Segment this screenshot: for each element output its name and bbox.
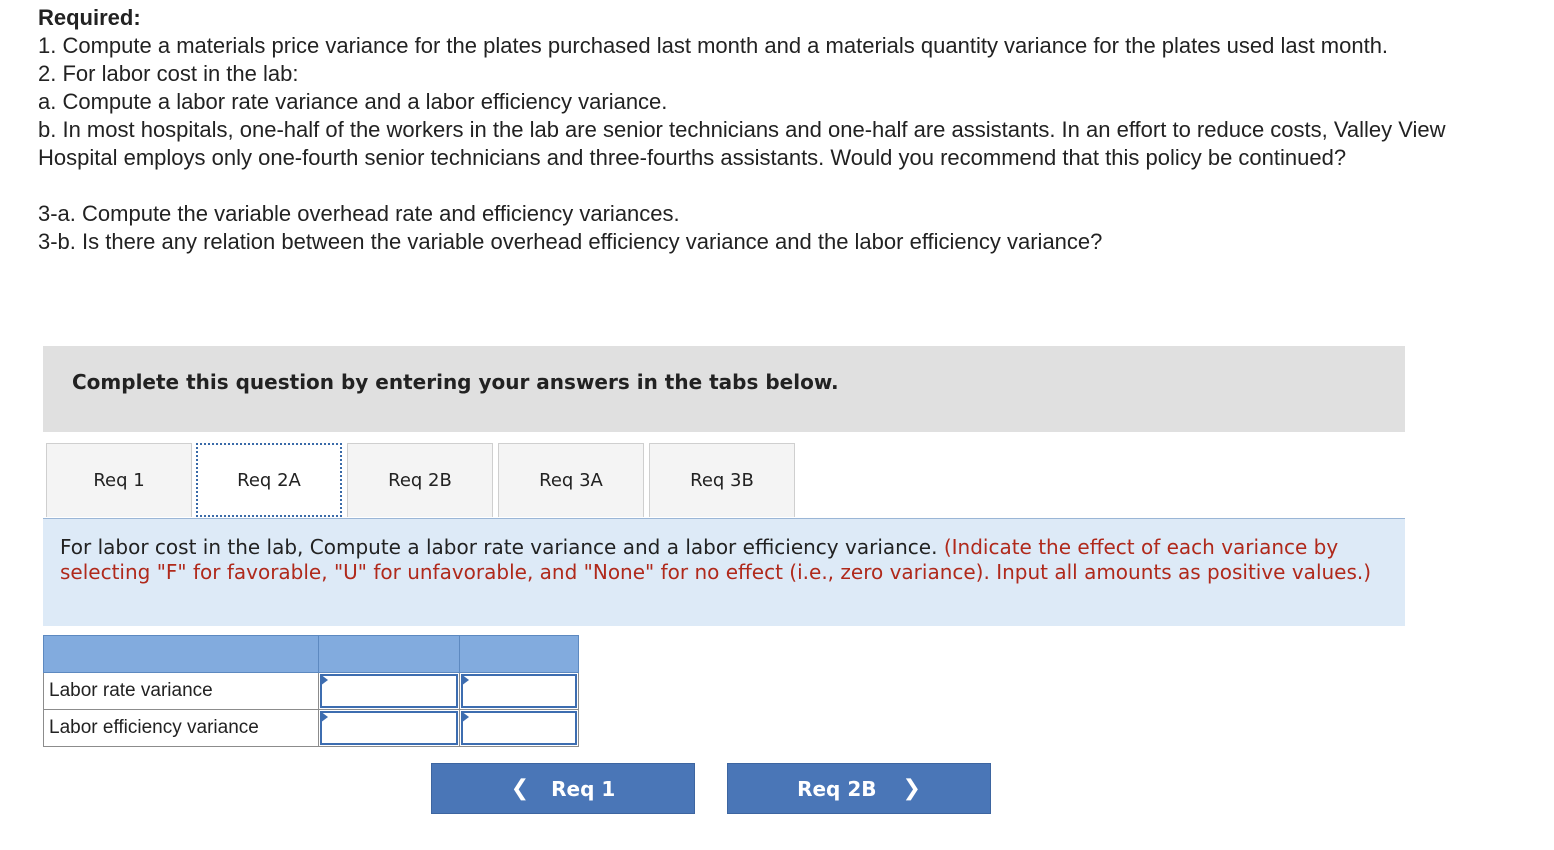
table-row	[44, 673, 579, 710]
tab-req-3a[interactable]: Req 3A	[498, 443, 644, 517]
tab-req-2a[interactable]: Req 2A	[196, 443, 342, 517]
input-marker-icon	[320, 711, 328, 723]
required-item-2a: a. Compute a labor rate variance and a labor efficiency variance.	[38, 89, 668, 114]
required-heading: Required:	[38, 5, 141, 30]
required-section	[38, 4, 1528, 256]
prev-req-1-button[interactable]	[431, 763, 695, 814]
row-label-labor-rate: Labor rate variance	[44, 673, 319, 710]
tab-req-1[interactable]: Req 1	[46, 443, 192, 517]
table-header-row	[44, 636, 579, 673]
row-label-labor-efficiency: Labor efficiency variance	[44, 710, 319, 747]
table-row	[44, 710, 579, 747]
spacer	[38, 172, 1528, 200]
chevron-right-icon: ❯	[902, 776, 921, 801]
table-header-label	[44, 636, 319, 673]
table-header-effect	[460, 636, 579, 673]
required-item-3b: 3-b. Is there any relation between the variable overhead efficiency variance and the labor efficiency variance?	[38, 229, 1103, 254]
tab-bar	[46, 443, 1405, 519]
next-button-label: Req 2B	[797, 776, 877, 801]
answer-table	[43, 635, 579, 747]
cell-labor-rate-effect	[460, 673, 579, 710]
input-marker-icon	[461, 711, 469, 723]
next-req-2b-button[interactable]	[727, 763, 991, 814]
tab-req-2b[interactable]: Req 2B	[347, 443, 493, 517]
cell-labor-efficiency-amount	[319, 710, 460, 747]
chevron-left-icon: ❮	[510, 776, 530, 801]
labor-efficiency-effect-select[interactable]	[461, 711, 577, 745]
cell-labor-rate-amount	[319, 673, 460, 710]
tab-req-3b[interactable]: Req 3B	[649, 443, 795, 517]
labor-rate-effect-select[interactable]	[461, 674, 577, 708]
labor-rate-amount-input[interactable]	[320, 674, 458, 708]
question-prompt	[43, 519, 1405, 626]
prev-button-label: Req 1	[551, 776, 616, 801]
question-text: For labor cost in the lab, Compute a labor rate variance and a labor efficiency variance.	[60, 535, 938, 559]
required-item-1: 1. Compute a materials price variance for the plates purchased last month and a materials quantity variance for the plates used last month.	[38, 33, 1389, 58]
instruction-text: Complete this question by entering your answers in the tabs below.	[72, 370, 839, 394]
input-marker-icon	[461, 674, 469, 686]
cell-labor-efficiency-effect	[460, 710, 579, 747]
input-marker-icon	[320, 674, 328, 686]
labor-efficiency-amount-input[interactable]	[320, 711, 458, 745]
required-item-2b: b. In most hospitals, one-half of the workers in the lab are senior technicians and one-half are assistants. In an effort to reduce costs, Valley View Hospital employs only one-fourth senior technicians and three-fourths assistants. Would you recommend that this policy be continued?	[38, 117, 1446, 170]
question-note: (Indicate the effect of each variance by selecting "F" for favorable, "U" for unfavorable, and "None" for no effect (i.e., zero variance). Input all amounts as positive values.)	[60, 535, 1372, 584]
required-item-3a: 3-a. Compute the variable overhead rate and efficiency variances.	[38, 201, 680, 226]
instruction-banner	[43, 346, 1405, 432]
table-header-amount	[319, 636, 460, 673]
required-item-2: 2. For labor cost in the lab:	[38, 61, 299, 86]
